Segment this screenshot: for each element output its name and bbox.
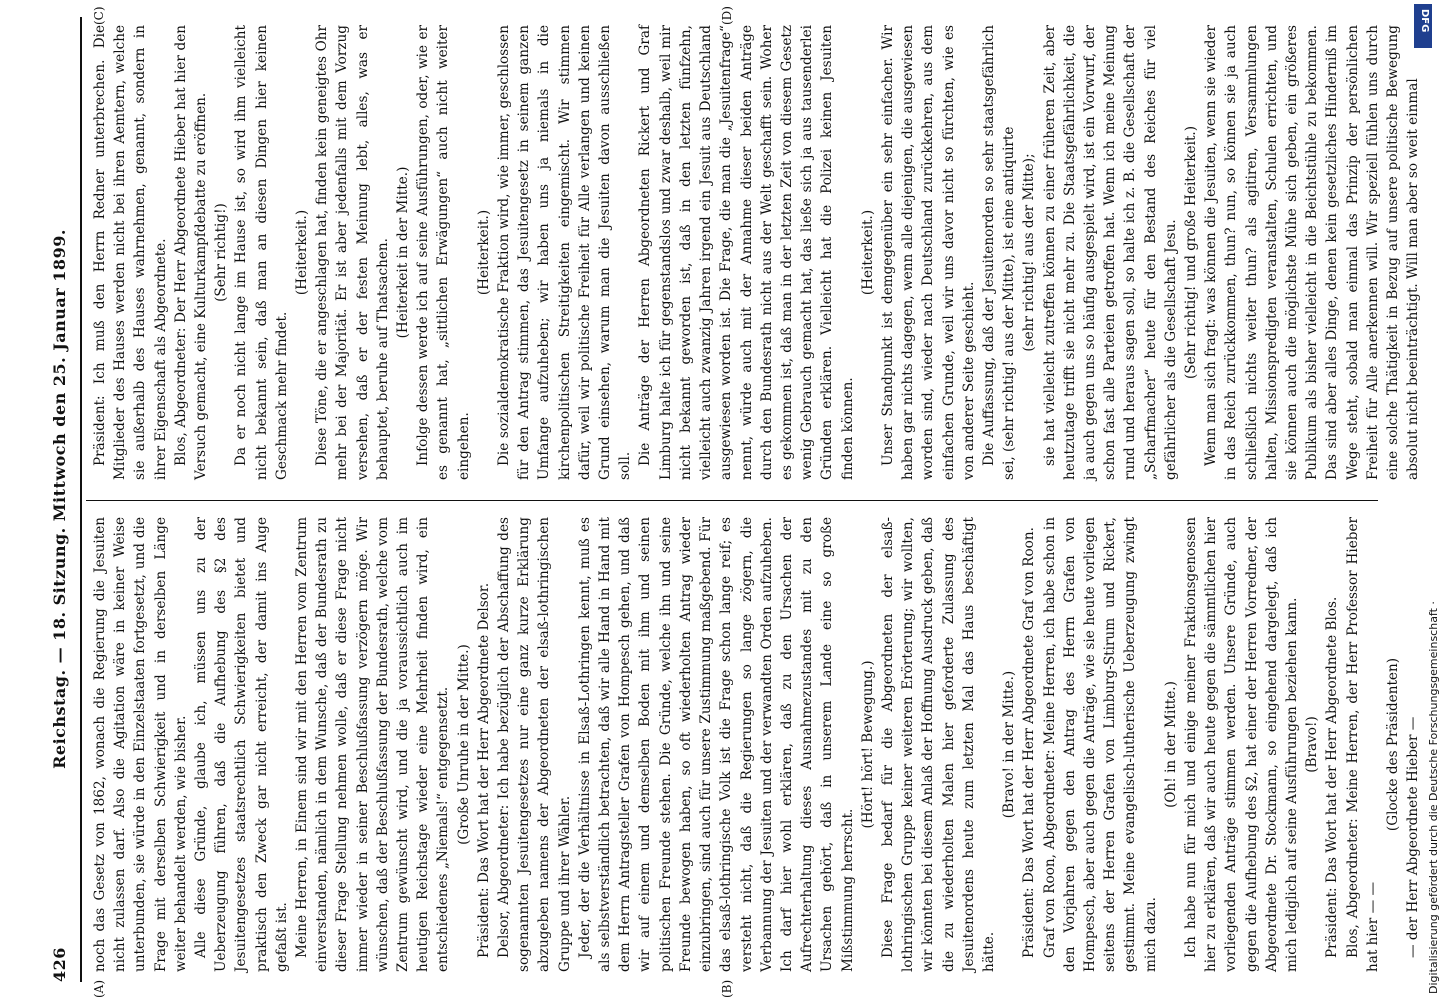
interjection: (Sehr richtig!) xyxy=(213,203,230,302)
dfg-logo xyxy=(1414,4,1432,48)
interjection: (Oh! in der Mitte.) xyxy=(1162,681,1179,808)
interjection: (Glocke des Präsidenten) xyxy=(1385,657,1401,832)
right-text-column xyxy=(90,25,1422,480)
speaker-paragraph: Delsor, Abgeordneter: Ich habe bezüglich der Abschaffung des sogenannten Jesuitengesetzes nur eine ganz kurze Erklärung abzugeben namens der Abgeordneten der elsaß-lothringischen Gruppe und ihrer Wähler. xyxy=(496,517,573,972)
speaker-paragraph: Blos, Abgeordneter: Meine Herren, der Herr Professor Hieber hat hier — — xyxy=(1344,517,1381,972)
interjection: (Heiterkeit.) xyxy=(294,209,311,296)
interjection: (Heiterkeit.) xyxy=(475,209,492,296)
column-rule xyxy=(86,500,1378,501)
left-text-column xyxy=(90,517,1422,972)
paragraph: — der Herr Abgeordnete Hieber — xyxy=(1405,716,1422,958)
interjection: (Sehr richtig! und große Heiterkeit.) xyxy=(1182,125,1199,380)
paragraph: Jeder, der die Verhältnisse in Elsaß-Lothringen kennt, muß es als selbstverständlich betrachten, daß wir alle Hand in Hand mit dem Herrn Antragsteller Grafen von Hompesch gehen, und daß wir auf einem und demselben Boden mit ihm und seinen politischen Freunde stehen. Die Gründe, welche ihn und seine Freunde bewogen haben, so oft wiederholten Antrag wieder einzubringen, sind auch für unsere Zustimmung maßgebend. Für das elsaß-lothringische Volk ist die Frage schon lange reif; es versteht nicht, daß die Regierungen so lange zögern, die Verbannung der Jesuiten und der verwandten Orden aufzuheben. Ich darf hier wohl erklären, daß zu den Ursachen der Aufrechterhaltung dieses Ausnahmezustandes mit zu den Ursachen gehört, daß in unserem Lande eine so große Mißstimmung herrscht. xyxy=(576,517,856,972)
margin-mark-b: (B) xyxy=(720,979,734,998)
paragraph: Unser Standpunkt ist demgegenüber ein sehr einfacher. Wir haben gar nichts dagegen, wenn alle diejenigen, die ausgewiesen worden sind, wieder nach Deutschland zurückkehren, aus dem einfachen Grunde, weil wir uns davor nicht so fürchten, wie es von anderer Seite geschieht. xyxy=(879,25,977,480)
running-header xyxy=(50,17,76,982)
paragraph: Die sozialdemokratische Fraktion wird, wie immer, geschlossen für den Antrag stimmen, das Jesuitengesetz in seinem ganzen Umfange aufzuheben; wir haben uns ja niemals in die kirchenpolitischen Streitigkeiten eingemischt. Wir stimmen dafür, weil wir politische Freiheit für Alle verlangen und keinen Grund einsehen, warum man die Jesuiten davon ausschließen soll. xyxy=(496,25,634,480)
interjection: (Große Unruhe in der Mitte.) xyxy=(455,644,472,845)
dfg-logo-text: DFG xyxy=(1419,9,1430,33)
paragraph: Diese Frage bedarf für die Abgeordneten der elsaß-lothringischen Gruppe keiner weiteren Erörterung; wir wollten, wir könnten bei diesem Anlaß der Hoffnung Ausdruck geben, daß die zu wiederholten Malen hier geforderte Zulassung des Jesuitenordens heute zum letzten Mal das Haus beschäftigt hätte. xyxy=(879,517,997,972)
speaker-paragraph: Blos, Abgeordneter: Der Herr Abgeordnete Hieber hat hier den Versuch gemacht, eine Kulturkampfdebatte zu eröffnen. xyxy=(172,25,210,480)
paragraph: noch das Gesetz von 1862, wonach die Regierung die Jesuiten nicht zulassen darf. Also die Agitation wäre in keiner Weise unterbunden, sie würde in den Einzelstaaten fortgesetzt, und die Frage mit derselben Schwierigkeit und in derselben Länge weiter behandelt werden, wie bisher. xyxy=(92,517,189,972)
speaker-paragraph: Präsident: Ich muß den Herrn Redner unterbrechen. Die Mitglieder des Hauses werden nicht bei ihren Aemtern, welche sie außerhalb des Hauses wahrnehmen, genannt, sondern in ihrer Eigenschaft als Abgeordnete. xyxy=(92,25,169,480)
interjection: (Hört! hört! Bewegung.) xyxy=(859,660,876,829)
interjection: (sehr richtig! aus der Mitte); xyxy=(1021,153,1038,352)
interjection: (Heiterkeit.) xyxy=(859,209,876,296)
interjection: (Bravo!) xyxy=(1304,716,1321,773)
speaker-paragraph: Graf von Roon, Abgeordneter: Meine Herren, ich habe schon in den Vorjahren gegen den Antrag des Herrn Grafen von Hompesch, aber auch gegen die Anträge, wie sie heute vorliegen seitens der Herren Grafen von Limburg-Stirum und Rickert, gestimmt. Meine evangelisch-lutherische Ueberzeugung zwingt mich dazu. xyxy=(1041,517,1159,972)
paragraph: Diese Töne, die er angeschlagen hat, finden kein geneigtes Ohr mehr bei der Majorität. Er ist aber jedenfalls mit dem Vorzug versehen, daß er der festen Meinung lebt, alles, was er behauptet, beruhe auf Thatsachen. xyxy=(314,25,391,480)
margin-mark-c: (C) xyxy=(92,6,106,25)
paragraph: Da er noch nicht lange im Hause ist, so wird ihm vielleicht nicht bekannt sein, daß man an diesen Dingen hier keinen Geschmack mehr findet. xyxy=(233,25,290,480)
speaker-paragraph: Präsident: Das Wort hat der Herr Abgeordnete Graf von Roon. xyxy=(1021,527,1038,958)
paragraph: Die Auffassung, daß der Jesuitenorden so sehr staatsgefährlich sei, (sehr richtig! aus der Mitte), ist eine antiquirte xyxy=(980,25,1018,480)
paragraph: Wenn man sich fragt: was können die Jesuiten, wenn sie wieder in das Reich zurückkommen, thun? nun, so können sie ja auch schließlich nichts weiter thun? als agitiren, Versammlungen halten, Missionspredigten veranstalten, Schulen errichten, und sie können auch die möglichste Mühe sich geben, ein größeres Publikum als bisher vielleicht in die Beichtstühle zu bekommen. Das sind aber alles Dinge, denen kein gesetzliches Hinderniß im Wege steht, sobald man einmal das Prinzip der persönlichen Freiheit für Alle anerkennen will. Wir speziell fühlen uns durch eine solche Thätigkeit in Bezug auf unsere politische Bewegung absolut nicht beeinträchtigt. Will man aber so weit einmal xyxy=(1203,25,1422,480)
paragraph: Infolge dessen werde ich auf seine Ausführungen, oder, wie er es genannt hat, „sittlichen Erwägungen“ auch nicht weiter eingehen. xyxy=(415,25,472,480)
paragraph: Alle diese Gründe, glaube ich, müssen uns zu der Ueberzeugung führen, daß die Aufhebung des §2 des Jesuitengesetzes staatsrechtlich Schwierigkeiten bietet und praktisch den Zweck gar nicht erreicht, der damit ins Auge gefaßt ist. xyxy=(193,517,290,972)
session-title: Reichstag. — 18. Sitzung. Mittwoch den 25. Januar 1899. xyxy=(50,229,69,769)
dfg-credit-text: Digitalisierung gefördert durch die Deutsche Forschungsgemeinschaft · xyxy=(1427,601,1440,994)
interjection: (Heiterkeit in der Mitte.) xyxy=(395,166,412,339)
paragraph: Die Anträge der Herren Abgeordneten Rickert und Graf Limburg halte ich für gegenstandslos und zwar deshalb, weil mir nicht bekannt geworden ist, daß in den letzten fünfzehn, vielleicht auch zwanzig Jahren irgend ein Jesuit aus Deutschland ausgewiesen worden ist. Die Frage, die man die „Jesuitenfrage“ nennt, würde auch mit der Annahme dieser beiden Anträge durch den Bundesrath nicht aus der Welt geschafft sein. Woher es gekommen ist, daß man in der letzten Zeit von diesem Gesetz wenig Gebrauch gemacht hat, das ließe sich ja aus tausenderlei Gründen erklären. Vielleicht hat die Polizei keinen Jesuiten finden können. xyxy=(637,25,856,480)
page-number: 426 xyxy=(50,947,69,982)
paragraph: Ich habe nun für mich und einige meiner Fraktionsgenossen hier zu erklären, daß wir auch heute gegen die sämmtlichen hier vorliegenden Anträge stimmen werden. Unsere Gründe, auch gegen die Aufhebung des §2, hat einer der Herren Vorredner, der Abgeordnete Dr. Stockmann, so eingehend dargelegt, daß ich mich lediglich auf seine Ausführungen beziehen kann. xyxy=(1182,517,1300,972)
margin-mark-d: (D) xyxy=(720,6,734,25)
paragraph: sie hat vielleicht zutreffen können zu einer früheren Zeit, aber heutzutage trifft sie nicht mehr zu. Die Staatsgefährlichkeit, die ja auch gegen uns so häufig ausgespielt wird, ist ein Vorwurf, der schon fast alle Parteien getroffen hat. Wenn ich meine Meinung rund und heraus sagen soll, so halte ich z. B. die Gesellschaft der „Scharfmacher“ heute für den Bestand des Reiches für viel gefährlicher als die Gesellschaft Jesu. xyxy=(1041,25,1179,480)
paragraph: Meine Herren, in Einem sind wir mit den Herren vom Zentrum einverstanden, nämlich in dem Wunsche, daß der Bundesrath zu dieser Frage Stellung nehmen wolle, daß er diese Frage nicht immer wieder in seiner Beschlußfassung verzögern möge. Wir wünschen, daß der Beschlußfassung der Bundesrath, welche vom Zentrum gewünscht wird, und die ja voraussichtlich auch im heutigen Reichstage wieder eine Mehrheit finden wird, ein entschiedenes „Niemals!“ entgegensetzt. xyxy=(294,517,452,972)
speaker-paragraph: Präsident: Das Wort hat der Herr Abgeordnete Delsor. xyxy=(475,582,492,958)
speaker-paragraph: Präsident: Das Wort hat der Herr Abgeordnete Blos. xyxy=(1324,596,1341,958)
header-rule xyxy=(80,17,82,982)
interjection: (Bravo! in der Mitte.) xyxy=(1001,670,1018,819)
margin-mark-a: (A) xyxy=(92,979,106,998)
